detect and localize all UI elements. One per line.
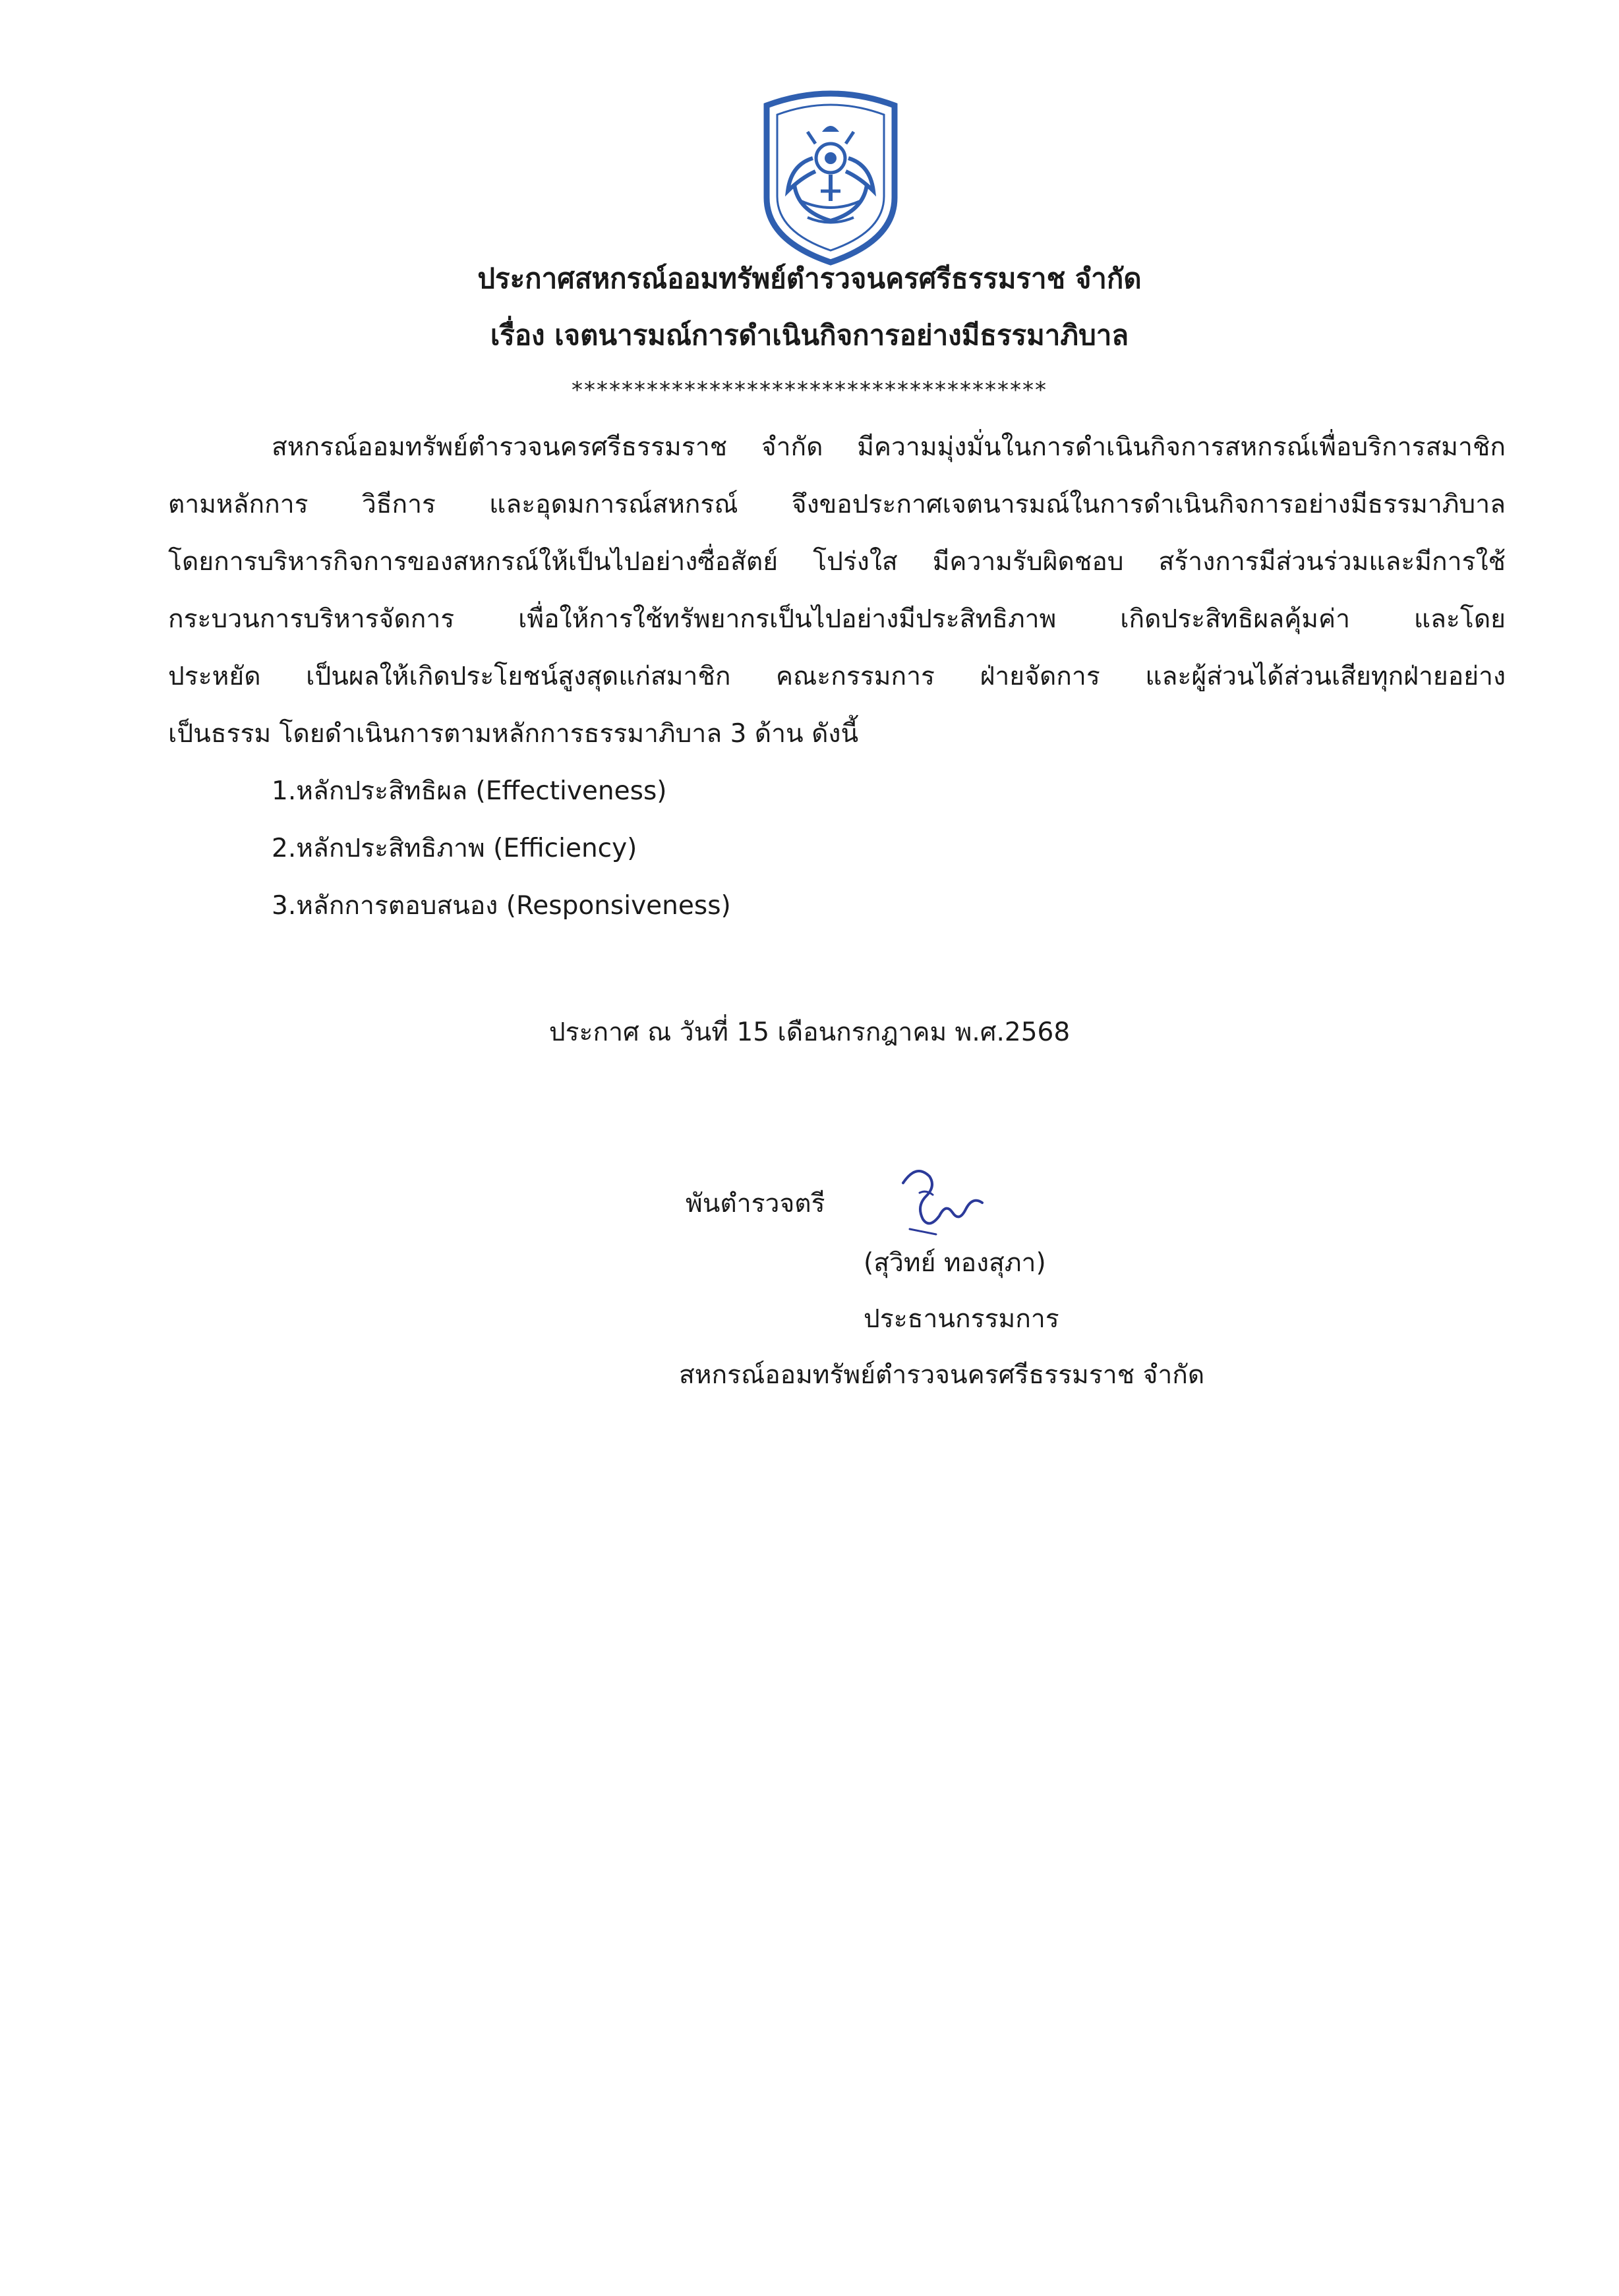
paragraph-line: เป็นธรรม โดยดำเนินการตามหลักการธรรมาภิบาล 3 ด้าน ดังนี้ [168,719,859,749]
title-separator: ************************************** [572,377,1047,403]
paragraph-line: ตามหลักการ วิธีการ และอุดมการณ์สหกรณ์ จึงขอประกาศเจตนารมณ์ในการดำเนินกิจการอย่างมีธรรมาภิบาล [168,490,1506,519]
handwritten-signature [890,1157,995,1242]
cooperative-emblem-icon [755,86,906,267]
paragraph-line: กระบวนการบริหารจัดการ เพื่อให้การใช้ทรัพยากรเป็นไปอย่างมีประสิทธิภาพ เกิดประสิทธิผลคุ้มค่า และโดย [168,604,1506,634]
announcement-subject: เรื่อง เจตนารมณ์การดำเนินกิจการอย่างมีธรรมาภิบาล [490,319,1129,351]
signer-position: ประธานกรรมการ [864,1304,1059,1334]
principle-item: 1.หลักประสิทธิผล (Effectiveness) [272,776,667,806]
paragraph-line: โดยการบริหารกิจการของสหกรณ์ให้เป็นไปอย่างซื่อสัตย์ โปร่งใส มีความรับผิดชอบ สร้างการมีส่วนร่วมและมีการใช้ [168,547,1506,577]
announcement-date: ประกาศ ณ วันที่ 15 เดือนกรกฎาคม พ.ศ.2568 [548,1018,1071,1047]
signer-name: (สุวิทย์ ทองสุภา) [864,1248,1046,1278]
signer-rank: พันตำรวจตรี [686,1189,825,1219]
paragraph-line: ประหยัด เป็นผลให้เกิดประโยชน์สูงสุดแก่สมาชิก คณะกรรมการ ฝ่ายจัดการ และผู้ส่วนได้ส่วนเสียทุกฝ่ายอย่าง [168,662,1506,691]
principle-item: 2.หลักประสิทธิภาพ (Efficiency) [272,834,637,863]
paragraph-line: สหกรณ์ออมทรัพย์ตำรวจนครศรีธรรมราช จำกัด มีความมุ่งมั่นในการดำเนินกิจการสหกรณ์เพื่อบริการสมาชิก [272,432,1506,462]
signer-organization: สหกรณ์ออมทรัพย์ตำรวจนครศรีธรรมราช จำกัด [679,1360,1205,1390]
announcement-title: ประกาศสหกรณ์ออมทรัพย์ตำรวจนครศรีธรรมราช จำกัด [477,262,1142,295]
principle-item: 3.หลักการตอบสนอง (Responsiveness) [272,891,731,921]
